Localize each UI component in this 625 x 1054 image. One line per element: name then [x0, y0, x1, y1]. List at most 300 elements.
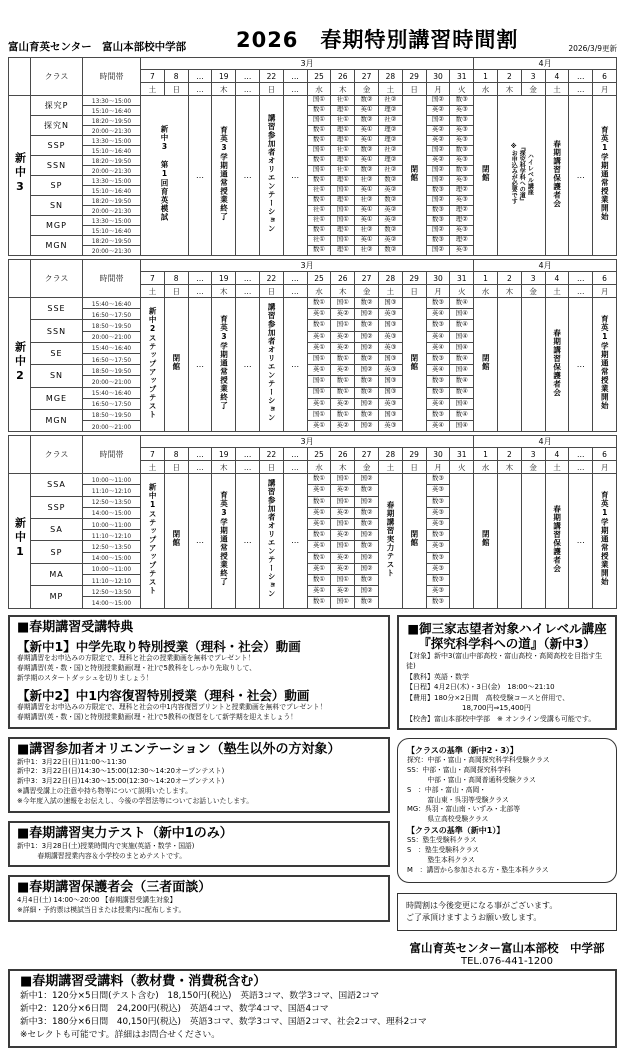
date-header-cell: 25	[307, 448, 331, 461]
subject-cell: 国①	[331, 186, 355, 196]
subject-cell: 国①	[307, 409, 331, 420]
day-header-cell: 月	[426, 285, 450, 298]
criteria-line: SS：塾生受験科クラス	[407, 836, 477, 845]
subject-cell: 英④	[426, 365, 450, 376]
subject-cell: 数①	[331, 376, 355, 387]
subject-cell: 英①	[307, 586, 331, 597]
day-header-cell: 木	[212, 285, 236, 298]
time-slot: 18:20～19:50	[83, 156, 141, 166]
event-cell	[259, 298, 283, 432]
criteria-line: S ：塾生受験科クラス	[407, 846, 480, 855]
subject-cell: 数②	[355, 597, 379, 608]
time-slot: 14:00～15:00	[83, 552, 141, 563]
date-header-cell: 19	[212, 272, 236, 285]
empty-cell	[497, 474, 521, 608]
subject-cell: 英④	[426, 421, 450, 432]
month-april-header: 4月	[474, 436, 617, 448]
footer-telephone: TEL.076-441-1200	[460, 955, 554, 967]
subject-cell: 英②	[378, 186, 402, 196]
corner-class-label: クラス	[31, 260, 83, 298]
date-header-cell: 1	[474, 448, 498, 461]
subject-cell: 数②	[355, 485, 379, 496]
criteria-line: 富山東・呉羽等受験クラス	[407, 795, 509, 804]
timetable-section	[8, 57, 617, 256]
date-header-cell: 3	[521, 70, 545, 83]
subject-cell: 数②	[378, 196, 402, 206]
subject-cell: 英①	[307, 398, 331, 409]
day-header-cell: 土	[545, 83, 569, 96]
subject-cell: 理②	[378, 106, 402, 116]
subject-cell: 国②	[426, 166, 450, 176]
date-header-cell: 28	[378, 272, 402, 285]
event-cell	[259, 96, 283, 256]
subject-cell: 国①	[331, 574, 355, 585]
panel-highlevel	[397, 615, 617, 731]
subject-cell: 国②	[426, 196, 450, 206]
vertical-text: 閉館	[481, 165, 491, 182]
subject-cell: 国④	[450, 365, 474, 376]
time-slot: 18:20～19:50	[83, 236, 141, 246]
day-header-cell: 土	[141, 461, 165, 474]
subject-cell: 社②	[355, 226, 379, 236]
subject-cell: 数①	[331, 387, 355, 398]
subject-cell: 英②	[331, 586, 355, 597]
subject-cell: 国③	[378, 353, 402, 364]
subject-cell: 英①	[307, 365, 331, 376]
time-slot: 18:20～19:50	[83, 196, 141, 206]
subject-cell: 英②	[426, 156, 450, 166]
time-slot: 15:10～16:40	[83, 186, 141, 196]
subject-cell: 数③	[450, 146, 474, 156]
corner-time-label: 時間帯	[83, 260, 141, 298]
day-header-cell: 金	[355, 83, 379, 96]
class-label: SSE	[31, 298, 83, 320]
time-slot: 13:30～15:00	[83, 176, 141, 186]
corner-class-label: クラス	[31, 436, 83, 474]
empty-cell	[450, 474, 474, 608]
subject-cell: 英②	[331, 365, 355, 376]
date-header-cell: …	[283, 448, 307, 461]
subject-cell: 英③	[450, 176, 474, 186]
subject-cell: 国①	[307, 116, 331, 126]
subject-cell: 英①	[307, 507, 331, 518]
day-header-cell: 月	[426, 83, 450, 96]
organization-name: 富山育英センター 富山本部校中学部	[8, 41, 187, 53]
date-header-cell: 8	[164, 70, 188, 83]
ellipsis-cell: …	[188, 474, 212, 608]
subject-cell: 数③	[426, 530, 450, 541]
subject-cell: 数②	[355, 376, 379, 387]
subject-cell: 国①	[331, 216, 355, 226]
day-header-cell: 日	[402, 461, 426, 474]
subject-cell: 理①	[331, 136, 355, 146]
subject-cell: 英②	[426, 126, 450, 136]
subject-cell: 国①	[331, 320, 355, 331]
subject-cell: 数④	[450, 376, 474, 387]
vertical-text: 春期講習保護者会	[552, 139, 562, 208]
closed-cell	[402, 298, 426, 432]
day-header-cell: 土	[545, 461, 569, 474]
date-header-cell: 7	[141, 272, 165, 285]
subject-cell: 国②	[355, 474, 379, 485]
group-label	[9, 298, 31, 432]
subject-cell: 数③	[426, 376, 450, 387]
subject-cell: 社①	[307, 236, 331, 246]
subject-cell: 国①	[307, 96, 331, 106]
date-header-cell: 6	[593, 70, 617, 83]
time-slot: 18:50～19:50	[83, 365, 141, 376]
subject-cell: 英④	[426, 331, 450, 342]
subject-cell: 社②	[378, 96, 402, 106]
subject-cell: 数③	[426, 298, 450, 309]
subject-cell: 数①	[307, 226, 331, 236]
subject-cell: 社②	[355, 176, 379, 186]
subject-cell: 数③	[426, 206, 450, 216]
date-header-cell: …	[236, 272, 260, 285]
day-header-cell: 月	[593, 285, 617, 298]
subject-cell: 数①	[307, 246, 331, 256]
vertical-text: 春期講習保護者会	[552, 504, 562, 573]
subject-cell: 国②	[355, 530, 379, 541]
subject-cell: 数②	[378, 176, 402, 186]
empty-cell	[521, 474, 545, 608]
subject-cell: 国④	[450, 331, 474, 342]
panel-jitsuryoku-line: 春期講習授業内容＆小学校のまとめテストです。	[17, 851, 187, 860]
day-header-cell: 金	[521, 285, 545, 298]
date-header-cell: 27	[355, 448, 379, 461]
subject-cell: 英④	[426, 342, 450, 353]
class-label: SSP	[31, 496, 83, 518]
subject-cell: 数②	[355, 541, 379, 552]
date-header-cell: …	[188, 448, 212, 461]
criteria-line: 塾生本科クラス	[407, 855, 475, 864]
time-slot: 14:00～15:00	[83, 597, 141, 608]
subject-cell: 数②	[355, 146, 379, 156]
vertical-text: 新中1ステップアップテスト	[148, 482, 158, 595]
ellipsis-cell: …	[569, 474, 593, 608]
time-slot: 15:40～16:40	[83, 387, 141, 398]
ellipsis-cell: …	[236, 298, 260, 432]
panel-orientation-line: 新中2：3月22日(日)14:30～15:00(12:30～14:20オープンテスト)	[17, 767, 225, 776]
time-slot: 20:00～21:00	[83, 421, 141, 432]
closed-cell	[402, 96, 426, 256]
subject-cell: 数③	[426, 409, 450, 420]
vertical-text: 閉館	[481, 354, 491, 372]
time-slot: 15:10～16:40	[83, 146, 141, 156]
panel-fees	[8, 969, 617, 1049]
panel-tokuten-sub2: 【新中2】中1内容復習特別授業（理科・社会）動画	[17, 687, 310, 703]
subject-cell: 国②	[426, 226, 450, 236]
panel-highlevel-line: 18,700円⇒15,400円	[406, 704, 531, 712]
vertical-text: 春期講習保護者会	[552, 328, 562, 397]
panel-fees-title: ■春期講習受講料（教材費・消費税含む）	[20, 973, 267, 989]
class-label: MGN	[31, 409, 83, 431]
vertical-text: 講習参加者オリエンテーション	[267, 479, 277, 599]
subject-cell: 国①	[331, 496, 355, 507]
event-cell	[545, 96, 569, 256]
time-slot: 18:50～19:50	[83, 409, 141, 420]
subject-cell: 英①	[307, 309, 331, 320]
subject-cell: 数①	[307, 156, 331, 166]
subject-cell: 数②	[355, 519, 379, 530]
date-header-cell: 2	[497, 448, 521, 461]
subject-cell: 国②	[355, 309, 379, 320]
time-slot: 10:00～11:00	[83, 519, 141, 530]
subject-cell: 英③	[426, 485, 450, 496]
subject-cell: 社②	[378, 116, 402, 126]
day-header-cell: 金	[521, 83, 545, 96]
subject-cell: 数④	[450, 387, 474, 398]
panel-hogoshakai	[8, 875, 390, 922]
day-header-cell: 金	[521, 461, 545, 474]
date-header-cell: 27	[355, 70, 379, 83]
day-header-cell: …	[188, 461, 212, 474]
date-header-cell: 22	[259, 448, 283, 461]
subject-cell: 国②	[355, 496, 379, 507]
group-label-text: 新中3	[13, 151, 27, 196]
subject-cell: 社②	[355, 196, 379, 206]
class-label: SSN	[31, 320, 83, 342]
closed-cell	[164, 298, 188, 432]
time-slot: 10:00～11:00	[83, 474, 141, 485]
subject-cell: 国②	[355, 421, 379, 432]
subject-cell: 社①	[331, 146, 355, 156]
panel-orientation-line: ※今年度入試の速報をお伝えし、今後の学習法等についてお話しいたします。	[17, 796, 254, 805]
subject-cell: 英③	[426, 586, 450, 597]
time-slot: 16:50～17:50	[83, 398, 141, 409]
subject-cell: 英②	[331, 398, 355, 409]
corner-blank	[9, 436, 31, 474]
event-cell	[212, 96, 236, 256]
panel-tokuten-line: 春期講習(英・数・国)と特別授業動画(理・社)で5教科の復習をして新学期を迎えましょう！	[17, 712, 298, 721]
subject-cell: 数③	[426, 574, 450, 585]
subject-cell: 国②	[355, 563, 379, 574]
subject-cell: 英②	[378, 236, 402, 246]
subject-cell: 理②	[450, 186, 474, 196]
subject-cell: 数②	[355, 409, 379, 420]
subject-cell: 英③	[378, 309, 402, 320]
subject-cell: 英②	[378, 216, 402, 226]
date-header-cell: 22	[259, 272, 283, 285]
month-april-header: 4月	[474, 260, 617, 272]
class-label: MA	[31, 563, 83, 585]
timetable-section	[8, 259, 617, 432]
subject-cell: 国②	[426, 176, 450, 186]
date-header-cell: …	[236, 70, 260, 83]
panel-fees-line: ※セレクトも可能です。詳細はお問合せください。	[20, 1030, 221, 1041]
subject-cell: 英②	[331, 530, 355, 541]
subject-cell: 国②	[355, 365, 379, 376]
day-header-cell: …	[569, 83, 593, 96]
subject-cell: 社①	[331, 96, 355, 106]
subject-cell: 英①	[355, 186, 379, 196]
day-header-cell: 日	[259, 461, 283, 474]
subject-cell: 理②	[450, 206, 474, 216]
date-header-cell: 27	[355, 272, 379, 285]
closed-cell	[402, 474, 426, 608]
notice-box	[397, 893, 617, 931]
date-header-cell: 31	[450, 448, 474, 461]
corner-time-label: 時間帯	[83, 436, 141, 474]
panel-class-criteria	[397, 738, 617, 883]
panel-highlevel-line: 【対象】新中3(富山中部高校・富山高校・高岡高校を目指す生徒)	[406, 651, 603, 670]
time-slot: 20:00～21:30	[83, 166, 141, 176]
vertical-text: 講習参加者オリエンテーション	[267, 303, 277, 423]
day-header-cell: 日	[402, 83, 426, 96]
date-header-cell: 6	[593, 448, 617, 461]
date-header-cell: 19	[212, 448, 236, 461]
day-header-cell: …	[236, 285, 260, 298]
bottom-right-column	[397, 615, 617, 967]
day-header-cell: 土	[378, 83, 402, 96]
date-header-cell: 7	[141, 70, 165, 83]
ellipsis-cell: …	[236, 474, 260, 608]
criteria-line: 県立高校受験クラス	[407, 815, 489, 824]
subject-cell: 英③	[450, 226, 474, 236]
vertical-text: 育英1学期通常授業開始	[600, 315, 610, 411]
panel-fees-line: 新中2：120分×6日間 24,200円(税込) 英語4コマ、数学4コマ、国語4コマ	[20, 1003, 329, 1014]
subject-cell: 数③	[426, 387, 450, 398]
date-header-cell: 3	[521, 448, 545, 461]
subject-cell: 数①	[307, 196, 331, 206]
class-label: SSA	[31, 474, 83, 496]
subject-cell: 数①	[307, 474, 331, 485]
subject-cell: 国③	[378, 320, 402, 331]
panel-hogoshakai-line: ※詳細・予約票は模試当日または授業内に配布します。	[17, 906, 186, 915]
criteria-line: 中部・富山・高岡普通科受験クラス	[407, 775, 536, 784]
subject-cell: 数①	[331, 409, 355, 420]
subject-cell: 英③	[450, 136, 474, 146]
subject-cell: 理②	[378, 126, 402, 136]
date-header-cell: 19	[212, 70, 236, 83]
subject-cell: 英②	[426, 136, 450, 146]
subject-cell: 国②	[426, 246, 450, 256]
time-slot: 20:00～21:00	[83, 331, 141, 342]
date-header-cell: 30	[426, 70, 450, 83]
date-header-cell: 8	[164, 272, 188, 285]
date-header-cell: 26	[331, 272, 355, 285]
date-header-cell: 28	[378, 448, 402, 461]
date-header-cell: 3	[521, 272, 545, 285]
panel-orientation-line: 新中1：3月22日(日)11:00～11:30	[17, 757, 127, 766]
subject-cell: 数①	[307, 176, 331, 186]
date-header-cell: …	[236, 448, 260, 461]
subject-cell: 英④	[426, 309, 450, 320]
vertical-text: 春期講習実力テスト	[386, 500, 396, 578]
subject-cell: 国④	[450, 398, 474, 409]
class-label: SSP	[31, 136, 83, 156]
date-header-cell: 22	[259, 70, 283, 83]
event-cell	[593, 96, 617, 256]
day-header-cell: 火	[450, 285, 474, 298]
subject-cell: 英③	[426, 563, 450, 574]
date-header-cell: 2	[497, 70, 521, 83]
panel-jitsuryoku	[8, 821, 390, 868]
event-cell	[378, 474, 402, 608]
day-header-cell: 火	[450, 461, 474, 474]
subject-cell: 数③	[426, 320, 450, 331]
group-label	[9, 96, 31, 256]
subject-cell: 理①	[331, 246, 355, 256]
ellipsis-cell: …	[569, 298, 593, 432]
subject-cell: 国①	[331, 236, 355, 246]
panel-jitsuryoku-title: ■春期講習実力テスト（新中1のみ）	[17, 825, 233, 841]
date-header-cell: 28	[378, 70, 402, 83]
vertical-text: 新中3 第1回育英模試	[159, 125, 169, 222]
page-title: 2026 春期特別講習時間割	[235, 28, 519, 52]
day-header-cell: 木	[212, 461, 236, 474]
page-header	[8, 24, 617, 54]
subject-cell: 社②	[378, 146, 402, 156]
ellipsis-cell: …	[283, 96, 307, 256]
subject-cell: 国④	[450, 342, 474, 353]
panel-highlevel-line: 【教科】英語・数学	[406, 672, 469, 681]
subject-cell: 国①	[307, 387, 331, 398]
day-header-cell: 月	[593, 461, 617, 474]
subject-cell: 理①	[331, 226, 355, 236]
group-label	[9, 474, 31, 608]
vertical-text: 閉館	[409, 530, 419, 548]
date-header-cell: 30	[426, 272, 450, 285]
subject-cell: 英②	[331, 331, 355, 342]
day-header-cell: 土	[141, 285, 165, 298]
subject-cell: 数①	[307, 552, 331, 563]
subject-cell: 英①	[355, 136, 379, 146]
ellipsis-cell: …	[236, 96, 260, 256]
date-header-cell: 6	[593, 272, 617, 285]
time-slot: 15:40～16:40	[83, 298, 141, 309]
time-slot: 20:00～21:00	[83, 376, 141, 387]
class-label: SN	[31, 365, 83, 387]
date-header-cell: 31	[450, 272, 474, 285]
subject-cell: 理②	[378, 136, 402, 146]
subject-cell: 理①	[331, 126, 355, 136]
subject-cell: 数④	[450, 409, 474, 420]
subject-cell: 理②	[450, 216, 474, 226]
date-header-cell: 8	[164, 448, 188, 461]
subject-cell: 数①	[307, 106, 331, 116]
subject-cell: 英④	[426, 398, 450, 409]
subject-cell: 英③	[450, 246, 474, 256]
event-cell	[259, 474, 283, 608]
subject-cell: 英①	[355, 206, 379, 216]
month-march-header: 3月	[141, 58, 474, 70]
time-slot: 13:30～15:00	[83, 136, 141, 146]
day-header-cell: 木	[497, 285, 521, 298]
time-slot: 11:10～12:10	[83, 485, 141, 496]
subject-cell: 数③	[426, 597, 450, 608]
panel-orientation	[8, 737, 390, 813]
timetable-section	[8, 435, 617, 608]
subject-cell: 数①	[307, 126, 331, 136]
subject-cell: 社①	[307, 186, 331, 196]
panel-orientation-line: 新中3：3月22日(日)14:30～15:00(12:30～14:20オープンテスト)	[17, 777, 225, 786]
panel-tokuten-line: 春期講習をお申込みの方限定で、理科と社会の授業動画を無料でプレゼント！	[17, 654, 255, 663]
event-cell	[593, 474, 617, 608]
subject-cell: 数④	[450, 298, 474, 309]
subject-cell: 数①	[307, 298, 331, 309]
criteria-line: 探究：中部・富山・高岡探究科学科受験クラス	[407, 756, 550, 765]
day-header-cell: 木	[497, 461, 521, 474]
subject-cell: 数④	[450, 353, 474, 364]
day-header-cell: 木	[212, 83, 236, 96]
day-header-cell: 土	[378, 461, 402, 474]
subject-cell: 国②	[355, 586, 379, 597]
panel-highlevel-title2: 『探究科学科への道』（新中3）	[418, 635, 596, 651]
time-slot: 16:50～17:50	[83, 309, 141, 320]
class-label: MGN	[31, 236, 83, 256]
vertical-text: 育英3学期通常授業終了	[219, 315, 229, 411]
